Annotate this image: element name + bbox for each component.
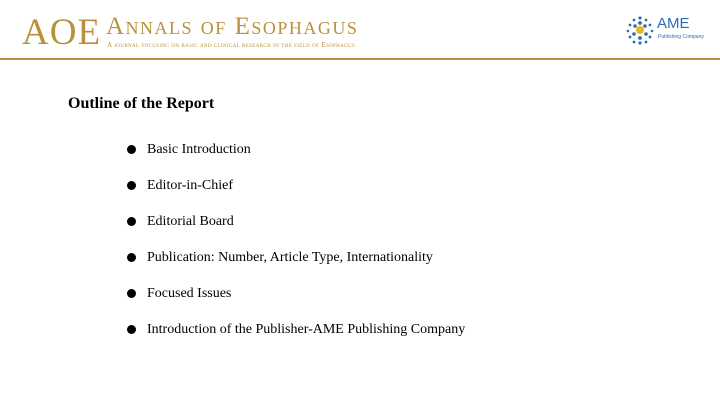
journal-header xyxy=(0,0,720,60)
outline-item-label: Focused Issues xyxy=(147,286,232,301)
outline-item xyxy=(127,176,465,212)
bullet-icon xyxy=(127,253,136,262)
outline-item xyxy=(127,284,465,320)
outline-item-label: Editor-in-Chief xyxy=(147,178,234,193)
bullet-icon xyxy=(127,181,136,190)
outline-item-label: Basic Introduction xyxy=(147,142,251,157)
outline-item xyxy=(127,212,465,248)
outline-item xyxy=(127,320,465,356)
journal-abbreviation: AOE xyxy=(22,12,102,53)
outline-item-label: Editorial Board xyxy=(147,214,234,229)
bullet-icon xyxy=(127,289,136,298)
journal-title: Annals of Esophagus xyxy=(106,13,359,40)
ame-globe-icon xyxy=(625,15,655,45)
bullet-icon xyxy=(127,217,136,226)
outline-item xyxy=(127,140,465,176)
header-divider xyxy=(0,58,720,60)
outline-item-label: Introduction of the Publisher-AME Publishing Company xyxy=(147,322,466,337)
journal-tagline: A journal focusing on basic and clinical research in the field of Esophagus xyxy=(107,41,356,49)
outline-item-label: Publication: Number, Article Type, Internationality xyxy=(147,250,433,265)
bullet-icon xyxy=(127,325,136,334)
publisher-subtitle: Publishing Company xyxy=(658,34,704,40)
publisher-name: AME xyxy=(657,15,690,32)
bullet-icon xyxy=(127,145,136,154)
outline-list xyxy=(127,140,465,356)
outline-item xyxy=(127,248,465,284)
publisher-logo xyxy=(625,15,705,45)
slide-title: Outline of the Report xyxy=(68,95,215,112)
